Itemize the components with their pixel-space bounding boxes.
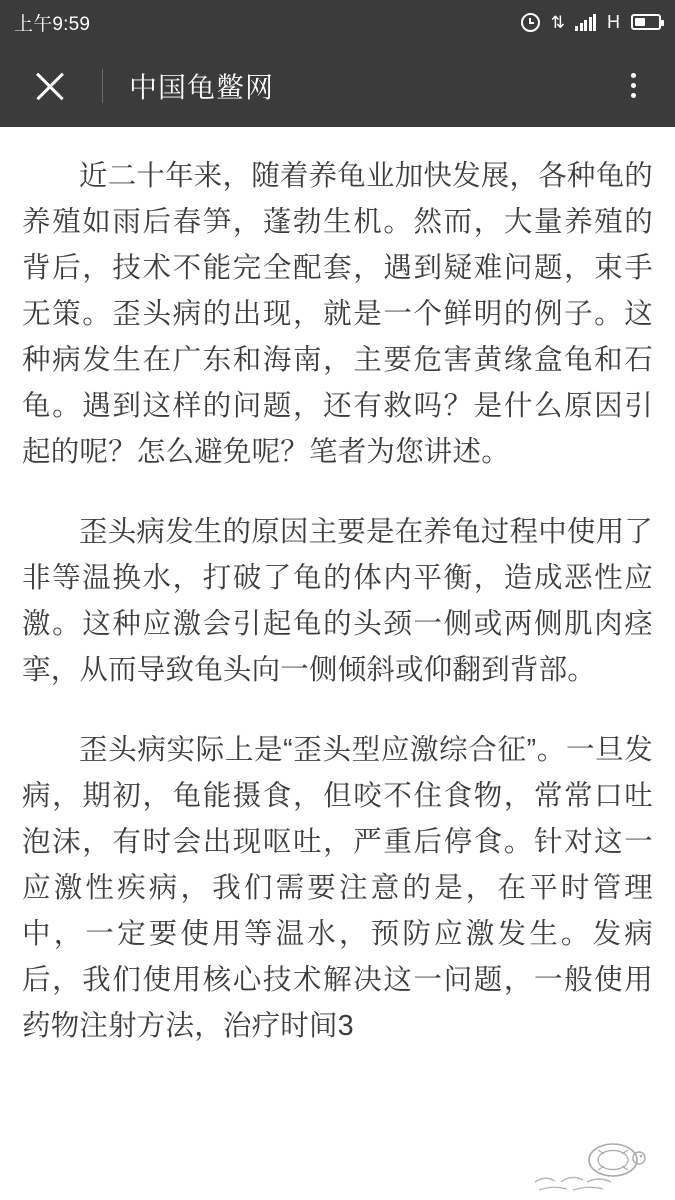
turtle-watermark — [527, 1138, 657, 1196]
article-paragraph: 歪头病发生的原因主要是在养龟过程中使用了非等温换水，打破了龟的体内平衡，造成恶性应激。这种应激会引起龟的头颈一侧或两侧肌肉痉挛，从而导致龟头向一侧倾斜或仰翻到背部。 — [22, 516, 654, 686]
status-bar-left — [14, 9, 90, 36]
battery-icon — [631, 14, 661, 30]
article-paragraph: 歪头病实际上是“歪头型应激综合征”。一旦发病，期初，龟能摄食，但咬不住食物，常常口吐泡沫，有时会出现呕吐，严重后停食。针对这一应激性疾病，我们需要注意的是，在平时管理中，一定要使用等温水，预防应激发生。发病后，我们使用核心技术解决这一问题，一般使用药物注射方法，治疗时间3 — [22, 734, 653, 1042]
article-paragraph: 近二十年来，随着养龟业加快发展，各种龟的养殖如雨后春笋，蓬勃生机。然而，大量养殖的背后，技术不能完全配套，遇到疑难问题，束手无策。歪头病的出现，就是一个鲜明的例子。这种病发生在广东和海南，主要危害黄缘盒龟和石龟。遇到这样的问题，还有救吗？是什么原因引起的呢？怎么避免呢？笔者为您讲述。 — [22, 160, 654, 468]
status-time: 上午9:59 — [14, 13, 91, 35]
close-icon[interactable] — [30, 66, 70, 106]
status-bar — [0, 0, 675, 44]
title-bar — [0, 44, 675, 127]
article-body[interactable] — [0, 127, 675, 1200]
network-type-label: H — [607, 11, 620, 32]
more-options-icon[interactable] — [613, 66, 653, 106]
alarm-icon — [521, 13, 540, 32]
page-title: 中国龟鳖网 — [129, 71, 275, 103]
sync-icon: ⇅ — [550, 12, 564, 32]
signal-icon — [575, 14, 596, 31]
title-divider — [102, 69, 103, 103]
status-bar-right — [521, 12, 661, 33]
